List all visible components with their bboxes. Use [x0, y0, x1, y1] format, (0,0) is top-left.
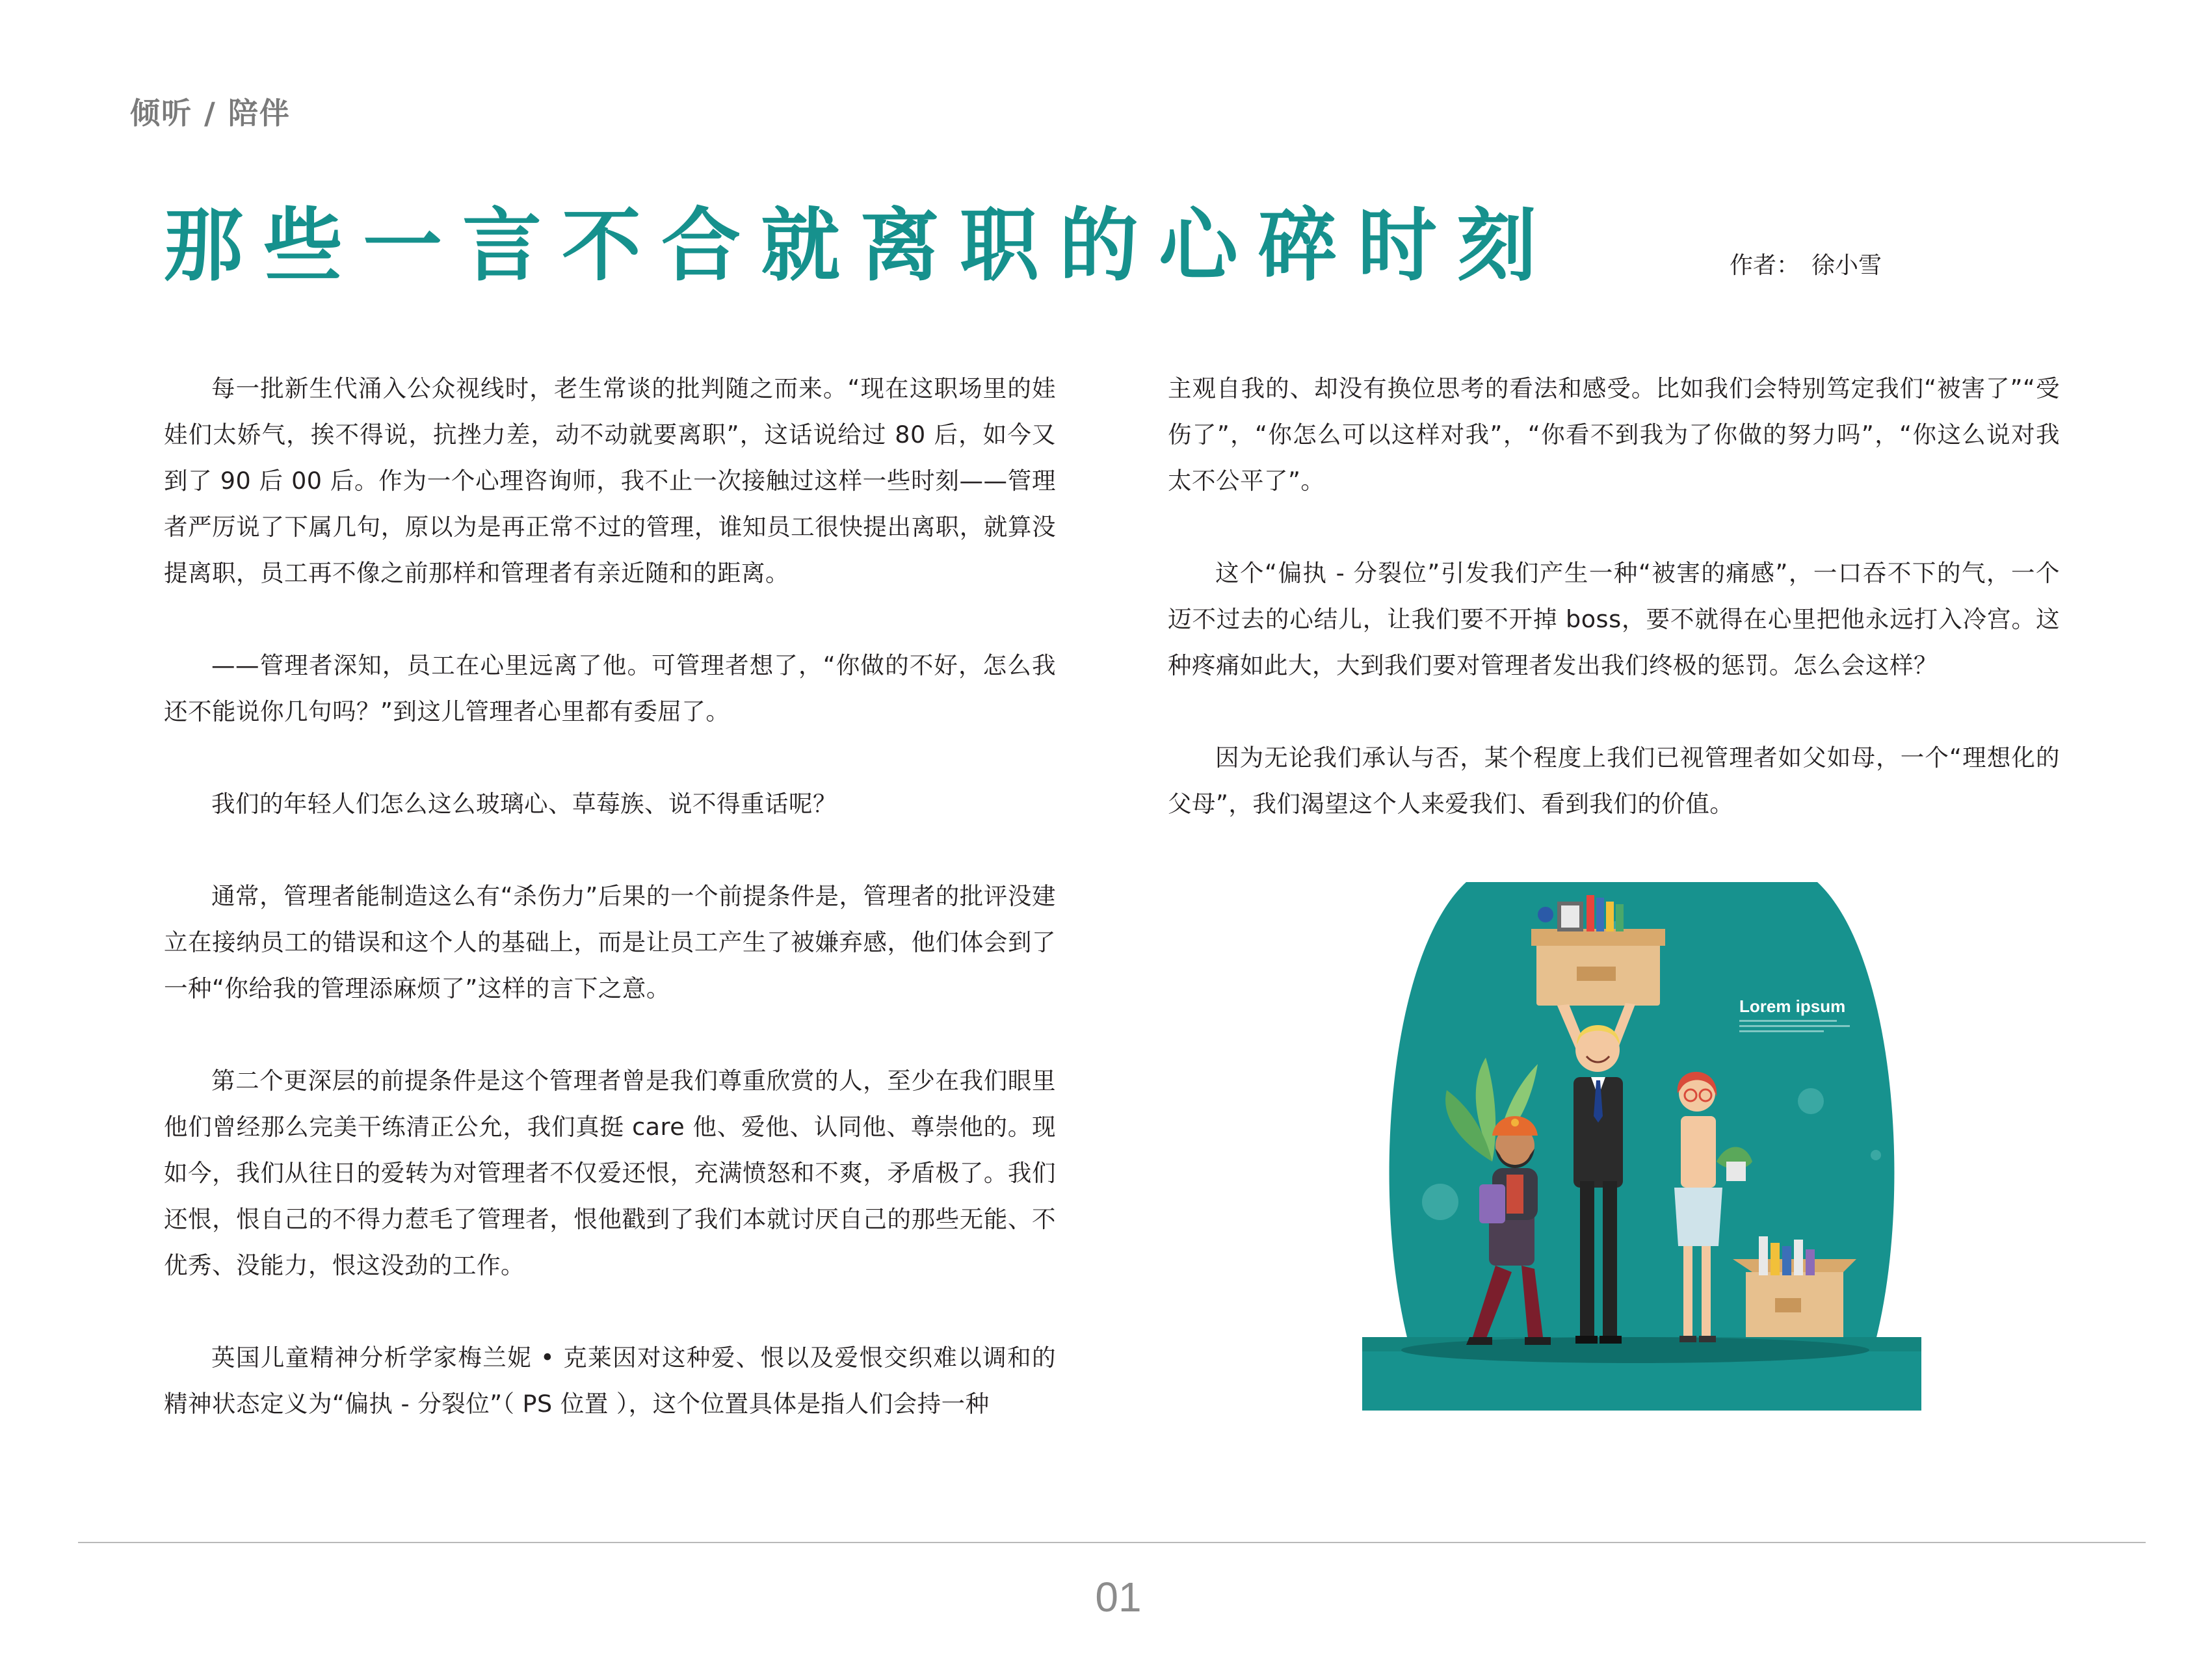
left-column: [164, 365, 1056, 1473]
section-tag: 倾听 / 陪伴: [130, 96, 291, 131]
paragraph: 主观自我的、却没有换位思考的看法和感受。比如我们会特别笃定我们“被害了”“受伤了”，“你怎么可以这样对我”，“你看不到我为了你做的努力吗”，“你这么说对我太不公平了”。: [1168, 374, 2060, 495]
author-label: 作者：: [1730, 252, 1800, 279]
paragraph: 通常，管理者能制造这么有“杀伤力”后果的一个前提条件是，管理者的批评没建立在接纳员工的错误和这个人的基础上，而是让员工产生了被嫌弃感，他们体会到了一种“你给我的管理添麻烦了”这样的言下之意。: [164, 882, 1056, 1002]
author-name: 徐小雪: [1811, 252, 1882, 279]
right-column: [1168, 365, 2060, 873]
bubble: [1422, 1184, 1458, 1220]
paragraph: 每一批新生代涌入公众视线时，老生常谈的批判随之而来。“现在这职场里的娃娃们太娇气，挨不得说，抗挫力差，动不动就要离职”，这话说给过 80 后，如今又到了 90 后 00 后。作为一个心理咨询师，我不止一次接触过这样一些时刻——管理者严厉说了下属几句，原以为是再正常不过的管理，谁知员工很快提出离职，就算没提离职，员工再不像之前那样和管理者有亲近随和的距离。: [164, 374, 1056, 587]
paragraph: 英国儿童精神分析学家梅兰妮 • 克莱因对这种爱、恨以及爱恨交织难以调和的精神状态定义为“偏执 - 分裂位”（ PS 位置 ），这个位置具体是指人们会持一种: [164, 1344, 1056, 1418]
paragraph: ——管理者深知，员工在心里远离了他。可管理者想了，“你做的不好，怎么我还不能说你几句吗？”到这儿管理者心里都有委屈了。: [164, 651, 1056, 725]
article-title: 那些一言不合就离职的心碎时刻: [164, 200, 1557, 292]
bubble: [1871, 1150, 1881, 1160]
illustration: [1362, 882, 1921, 1411]
footer-divider: [78, 1542, 2146, 1543]
paragraph: 第二个更深层的前提条件是这个管理者曾是我们尊重欣赏的人，至少在我们眼里他们曾经那么完美干练清正公允，我们真挺 care 他、爱他、认同他、尊崇他的。现如今，我们从往日的爱转为对管理者不仅爱还恨，充满愤怒和不爽，矛盾极了。我们还恨，恨自己的不得力惹毛了管理者，恨他戳到了我们本就讨厌自己的那些无能、不优秀、没能力，恨这没劲的工作。: [164, 1067, 1056, 1279]
author-line: [1730, 247, 1882, 280]
paragraph: 我们的年轻人们怎么这么玻璃心、草莓族、说不得重话呢？: [211, 790, 837, 818]
page-number: 01: [1095, 1574, 1142, 1620]
paragraph: 因为无论我们承认与否，某个程度上我们已视管理者如父如母，一个“理想化的父母”，我们渴望这个人来爱我们、看到我们的价值。: [1168, 744, 2060, 818]
illustration-caption: Lorem ipsum: [1739, 996, 1846, 1016]
paragraph: 这个“偏执 - 分裂位”引发我们产生一种“被害的痛感”，一口吞不下的气，一个迈不过去的心结儿，让我们要不开掉 boss，要不就得在心里把他永远打入冷宫。这种疼痛如此大，大到我们要对管理者发出我们终极的惩罚。怎么会这样？: [1168, 559, 2060, 679]
bubble: [1798, 1088, 1824, 1114]
